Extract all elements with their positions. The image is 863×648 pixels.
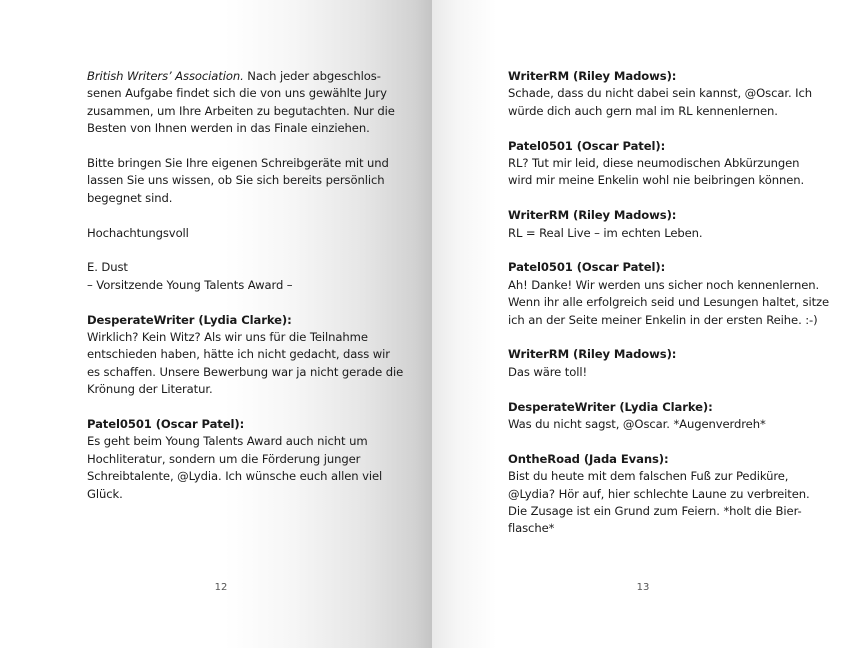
message-line: RL? Tut mir leid, diese neumodischen Abkürzungen: [508, 156, 800, 171]
text-line: begegnet sind.: [87, 190, 173, 205]
letter-signature: [87, 259, 369, 294]
message-line: Es geht beim Young Talents Award auch nicht um: [87, 434, 368, 449]
chat-message: [508, 207, 798, 242]
message-line: flasche*: [508, 521, 555, 536]
message-line: Krönung der Literatur.: [87, 382, 213, 397]
signature-name: E. Dust: [87, 260, 128, 275]
message-line: ich an der Seite meiner Enkelin in der ersten Reihe. :-): [508, 312, 818, 327]
text-line: zusammen, um Ihre Arbeiten zu begutachten. Nur die: [87, 103, 395, 118]
text-line: Bitte bringen Sie Ihre eigenen Schreibgeräte mit und: [87, 156, 389, 171]
message-line: Wirklich? Kein Witz? Als wir uns für die Teilnahme: [87, 330, 368, 345]
message-line: Ah! Danke! Wir werden uns sicher noch kennenlernen.: [508, 277, 820, 292]
signature-role: – Vorsitzende Young Talents Award –: [87, 277, 293, 292]
message-line: Schade, dass du nicht dabei sein kannst, @Oscar. Ich: [508, 86, 813, 101]
message-line: es schaffen. Unsere Bewerbung war ja nicht gerade die: [87, 364, 404, 379]
message-line: Schreibtalente, @Lydia. Ich wünsche euch allen viel: [87, 469, 383, 484]
message-line: entschieden haben, hätte ich nicht gedacht, dass wir: [87, 347, 390, 362]
message-speaker: WriterRM (Riley Madows):: [508, 208, 677, 223]
message-speaker: DesperateWriter (Lydia Clarke):: [87, 312, 292, 327]
chat-message: [508, 68, 813, 120]
right-page: [432, 0, 863, 648]
message-line: Hochliteratur, sondern um die Förderung junger: [87, 451, 361, 466]
message-speaker: WriterRM (Riley Madows):: [508, 69, 677, 83]
right-page-text: [508, 68, 830, 555]
text-line: [87, 68, 381, 85]
chat-message: [87, 312, 404, 399]
message-line: Glück.: [87, 486, 123, 501]
message-speaker: Patel0501 (Oscar Patel):: [508, 260, 666, 275]
chat-message: [508, 451, 810, 538]
message-line: @Lydia? Hör auf, hier schlechte Laune zu verbreiten.: [508, 486, 810, 501]
chat-message: [508, 346, 798, 381]
left-page-text: [87, 68, 404, 520]
text-line: lassen Sie uns wissen, ob Sie sich bereits persönlich: [87, 173, 385, 188]
message-speaker: OntheRoad (Jada Evans):: [508, 451, 669, 466]
message-line: RL = Real Live – im echten Leben.: [508, 225, 703, 240]
page-number-right: 13: [636, 582, 650, 593]
message-line: würde dich auch gern mal im RL kennenlernen.: [508, 103, 778, 118]
message-line: Wenn ihr alle erfolgreich seid und Lesungen haltet, sitze: [508, 295, 830, 310]
text-fragment: Nach jeder abgeschlos-: [243, 69, 381, 83]
message-speaker: WriterRM (Riley Madows):: [508, 347, 677, 362]
message-line: wird mir meine Enkelin wohl nie beibringen können.: [508, 173, 805, 188]
message-line: Was du nicht sagst, @Oscar. *Augenverdreh*: [508, 417, 766, 432]
chat-message: [87, 416, 383, 503]
message-speaker: Patel0501 (Oscar Patel):: [87, 417, 245, 432]
page-number-left: 12: [214, 582, 228, 593]
letter-paragraph-1: [87, 68, 395, 138]
chat-message: [508, 259, 830, 329]
message-speaker: Patel0501 (Oscar Patel):: [508, 138, 666, 153]
closing-text: Hochachtungsvoll: [87, 225, 189, 240]
text-line: Besten von Ihnen werden in das Finale einziehen.: [87, 121, 370, 136]
chat-message: [508, 399, 798, 434]
chat-message: [508, 138, 805, 190]
letter-closing: [87, 225, 369, 242]
message-speaker: DesperateWriter (Lydia Clarke):: [508, 399, 713, 414]
message-line: Bist du heute mit dem falschen Fuß zur Pediküre,: [508, 469, 789, 484]
letter-paragraph-2: [87, 155, 389, 207]
text-line: senen Aufgabe findet sich die von uns gewählte Jury: [87, 86, 387, 101]
message-line: Das wäre toll!: [508, 364, 588, 379]
message-line: Die Zusage ist ein Grund zum Feiern. *holt die Bier-: [508, 504, 802, 519]
association-name: British Writers’ Association.: [87, 69, 244, 83]
